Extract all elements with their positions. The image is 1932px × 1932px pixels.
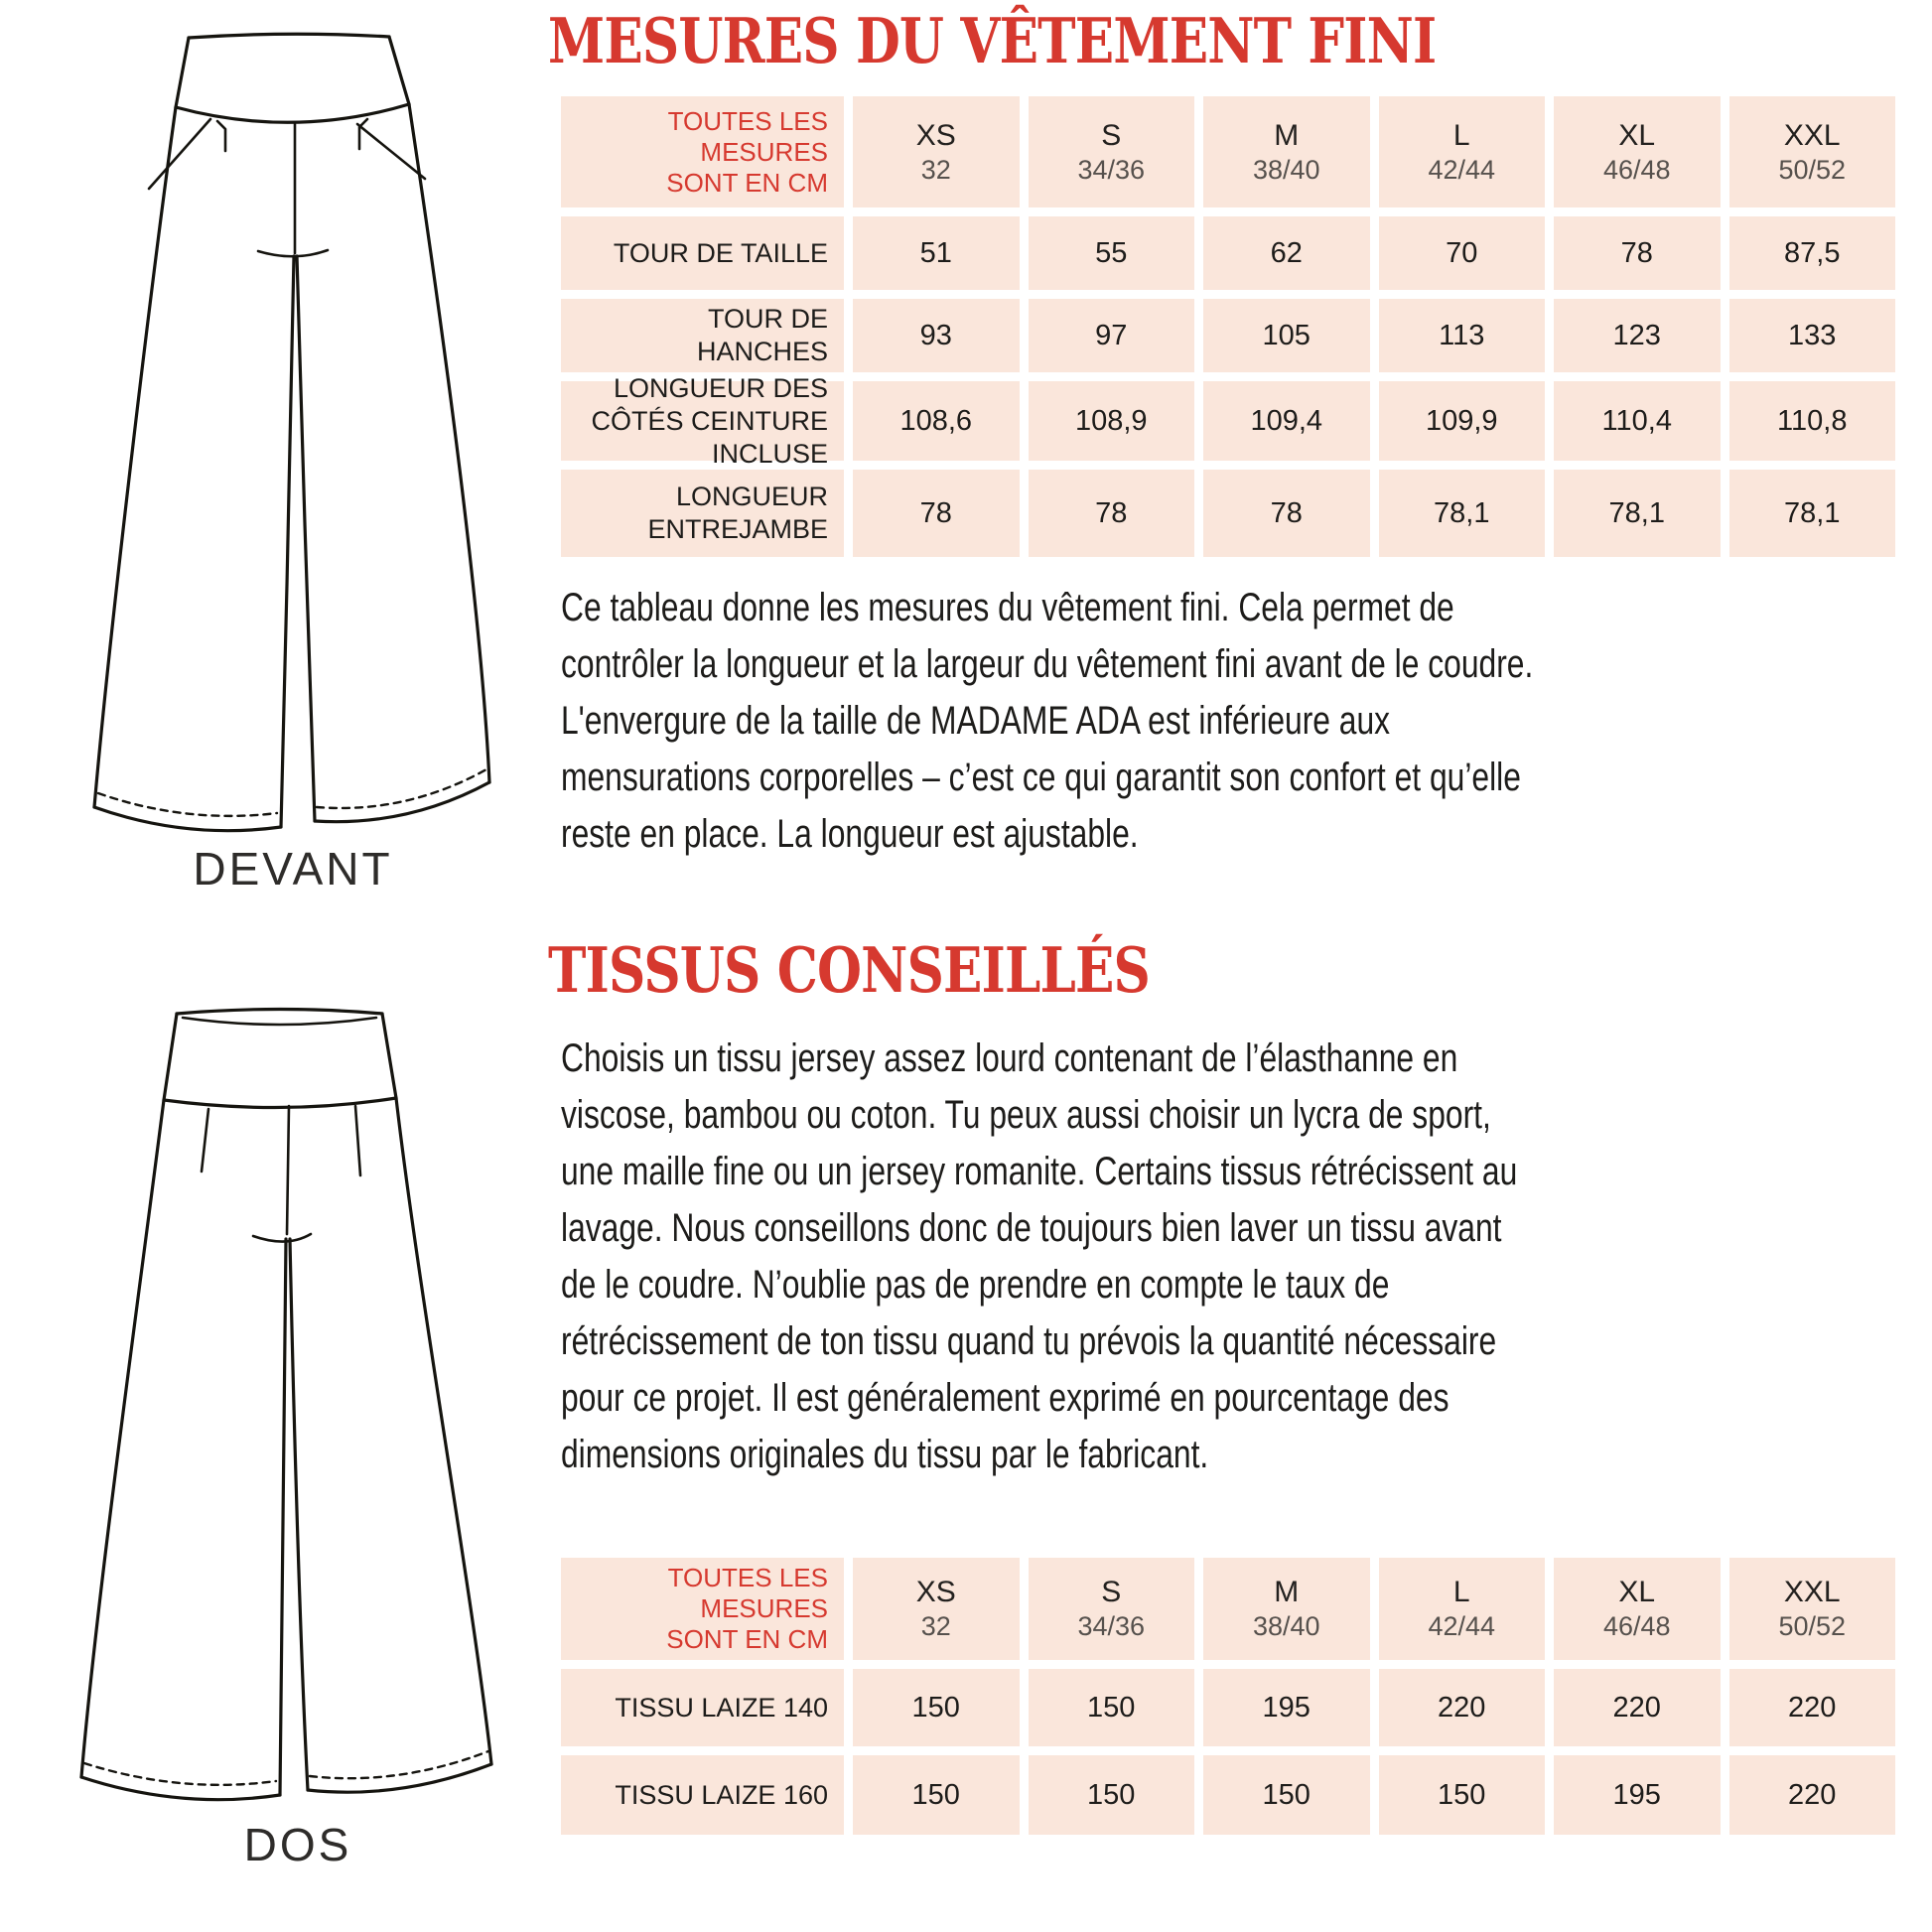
table-cell: 78,1 xyxy=(1379,470,1546,557)
front-waistband-top xyxy=(189,34,389,38)
size-eu: 46/48 xyxy=(1602,154,1671,185)
table-cell: 97 xyxy=(1029,299,1195,372)
front-outer-right xyxy=(409,104,489,782)
size-label: XL xyxy=(1618,118,1656,152)
front-hem-left-stitch xyxy=(98,793,277,816)
size-eu: 38/40 xyxy=(1252,154,1320,185)
table-cell: 123 xyxy=(1554,299,1721,372)
front-waistband-left xyxy=(176,38,189,107)
table-cell: 93 xyxy=(853,299,1020,372)
size-label: XXL xyxy=(1783,1576,1841,1608)
front-hem-right xyxy=(315,782,489,822)
back-hem-left-stitch xyxy=(84,1763,276,1785)
size-eu: 32 xyxy=(920,154,951,185)
back-outer-left xyxy=(81,1100,164,1777)
table-cell: 78,1 xyxy=(1729,470,1896,557)
size-header-m xyxy=(1203,96,1370,207)
size-header-xxl xyxy=(1729,1558,1896,1660)
table-cell: 108,9 xyxy=(1029,381,1195,461)
size-header-xs xyxy=(853,1558,1020,1660)
front-hem-left xyxy=(94,807,281,831)
back-label: DOS xyxy=(243,1819,352,1870)
table-note: TOUTES LES MESURES SONT EN CM xyxy=(561,1558,844,1660)
size-header-l xyxy=(1379,1558,1546,1660)
size-label: XS xyxy=(915,1576,956,1608)
size-label: XL xyxy=(1618,1576,1656,1608)
back-outer-right xyxy=(396,1098,491,1764)
size-eu: 34/36 xyxy=(1077,1611,1146,1641)
front-outer-left xyxy=(94,107,176,807)
size-label: S xyxy=(1101,118,1122,152)
table-cell: 51 xyxy=(853,216,1020,290)
row-label-fabric-140: TISSU LAIZE 140 xyxy=(561,1669,844,1746)
table-cell: 70 xyxy=(1379,216,1546,290)
size-eu: 34/36 xyxy=(1077,154,1146,185)
table-cell: 87,5 xyxy=(1729,216,1896,290)
table-cell: 150 xyxy=(853,1755,1020,1835)
front-notch-left xyxy=(217,121,225,151)
back-waistband-top-inner xyxy=(183,1018,376,1025)
front-inner-left xyxy=(281,256,294,827)
row-label-side-length: LONGUEUR DES CÔTÉS CEINTURE INCLUSE xyxy=(561,381,844,461)
size-label: XS xyxy=(915,118,956,152)
front-waistband-right xyxy=(389,37,409,104)
size-header-xl xyxy=(1554,1558,1721,1660)
back-dart-left xyxy=(202,1109,208,1172)
back-center-seam xyxy=(287,1106,289,1234)
table-cell: 78 xyxy=(1203,470,1370,557)
front-notch-right xyxy=(359,119,367,149)
back-dart-right xyxy=(355,1106,360,1175)
table-cell: 150 xyxy=(1379,1755,1546,1835)
table-cell: 78 xyxy=(1554,216,1721,290)
size-eu: 32 xyxy=(920,1611,951,1641)
size-header-m xyxy=(1203,1558,1370,1660)
back-crotch-mark xyxy=(253,1234,311,1242)
size-header-s xyxy=(1029,96,1195,207)
size-label: L xyxy=(1452,1576,1470,1608)
table-cell: 109,4 xyxy=(1203,381,1370,461)
table-cell: 109,9 xyxy=(1379,381,1546,461)
back-inner-left xyxy=(280,1239,286,1795)
table-cell: 78 xyxy=(853,470,1020,557)
table-note: TOUTES LES MESURES SONT EN CM xyxy=(561,96,844,207)
table-cell: 220 xyxy=(1379,1669,1546,1746)
back-inner-right xyxy=(290,1239,308,1790)
row-label-waist: TOUR DE TAILLE xyxy=(561,216,844,290)
row-label-inseam: LONGUEUR ENTREJAMBE xyxy=(561,470,844,557)
row-label-hips: TOUR DE HANCHES xyxy=(561,299,844,372)
table-cell: 113 xyxy=(1379,299,1546,372)
back-waistband-right xyxy=(382,1014,396,1098)
table-cell: 150 xyxy=(1029,1755,1195,1835)
pants-front-illustration xyxy=(60,18,501,842)
size-label: M xyxy=(1274,118,1300,152)
back-waist-seam xyxy=(164,1098,396,1108)
back-waistband-top-outer xyxy=(177,1010,382,1015)
size-eu: 50/52 xyxy=(1778,1611,1847,1641)
back-hem-left xyxy=(81,1777,280,1800)
table-cell: 105 xyxy=(1203,299,1370,372)
size-header-s xyxy=(1029,1558,1195,1660)
size-eu: 42/44 xyxy=(1428,1611,1496,1641)
table-cell: 62 xyxy=(1203,216,1370,290)
front-hem-right-stitch xyxy=(317,769,486,808)
row-label-fabric-160: TISSU LAIZE 160 xyxy=(561,1755,844,1835)
size-label: XXL xyxy=(1783,118,1841,152)
size-header-xs xyxy=(853,96,1020,207)
table-cell: 195 xyxy=(1554,1755,1721,1835)
size-label: S xyxy=(1101,1576,1122,1608)
table-cell: 133 xyxy=(1729,299,1896,372)
table-cell: 220 xyxy=(1554,1669,1721,1746)
table-cell: 150 xyxy=(1029,1669,1195,1746)
front-inner-right xyxy=(297,256,315,821)
size-eu: 46/48 xyxy=(1602,1611,1671,1641)
table-cell: 55 xyxy=(1029,216,1195,290)
table-cell: 108,6 xyxy=(853,381,1020,461)
measures-paragraph: Ce tableau donne les mesures du vêtement fini. Cela permet de contrôler la longueur et la largeur du vêtement fini avant de le coudre. L'envergure de la taille de MADAME ADA est inférieure aux mensurations corporelles – c’est ce qui garantit son confort et qu’elle reste en place. La longueur est ajustable. xyxy=(561,586,1534,856)
table-cell: 78,1 xyxy=(1554,470,1721,557)
back-waistband-left xyxy=(164,1014,177,1100)
fabric-table xyxy=(561,1558,1895,1835)
size-eu: 38/40 xyxy=(1252,1611,1320,1641)
fabrics-paragraph: Choisis un tissu jersey assez lourd contenant de l’élasthanne en viscose, bambou ou coton. Tu peux aussi choisir un lycra de sport, une maille fine ou un jersey romanite. Certains tissus rétrécissent au lavage. Nous conseillons donc de toujours bien laver un tissu avant de le coudre. N’oublie pas de prendre en compte le taux de rétrécissement de ton tissu quand tu prévois la quantité nécessaire pour ce projet. Il est généralement exprimé en pourcentage des dimensions originales du tissu par le fabricant. xyxy=(561,1036,1518,1476)
table-cell: 110,8 xyxy=(1729,381,1896,461)
front-label: DEVANT xyxy=(193,843,393,895)
measures-table xyxy=(561,96,1895,557)
size-label: M xyxy=(1274,1576,1300,1608)
table-cell: 78 xyxy=(1029,470,1195,557)
pants-back-illustration xyxy=(45,1005,501,1811)
front-pocket-left xyxy=(149,119,210,189)
size-eu: 50/52 xyxy=(1778,154,1847,185)
section-title-measures: MESURES DU VÊTEMENT FINI xyxy=(548,4,1437,77)
table-cell: 220 xyxy=(1729,1755,1896,1835)
table-cell: 150 xyxy=(853,1669,1020,1746)
table-cell: 150 xyxy=(1203,1755,1370,1835)
table-cell: 195 xyxy=(1203,1669,1370,1746)
size-header-xxl xyxy=(1729,96,1896,207)
size-label: L xyxy=(1452,118,1470,152)
table-cell: 110,4 xyxy=(1554,381,1721,461)
size-header-l xyxy=(1379,96,1546,207)
size-header-xl xyxy=(1554,96,1721,207)
size-eu: 42/44 xyxy=(1428,154,1496,185)
section-title-fabrics: TISSUS CONSEILLÉS xyxy=(548,933,1151,1007)
table-cell: 220 xyxy=(1729,1669,1896,1746)
